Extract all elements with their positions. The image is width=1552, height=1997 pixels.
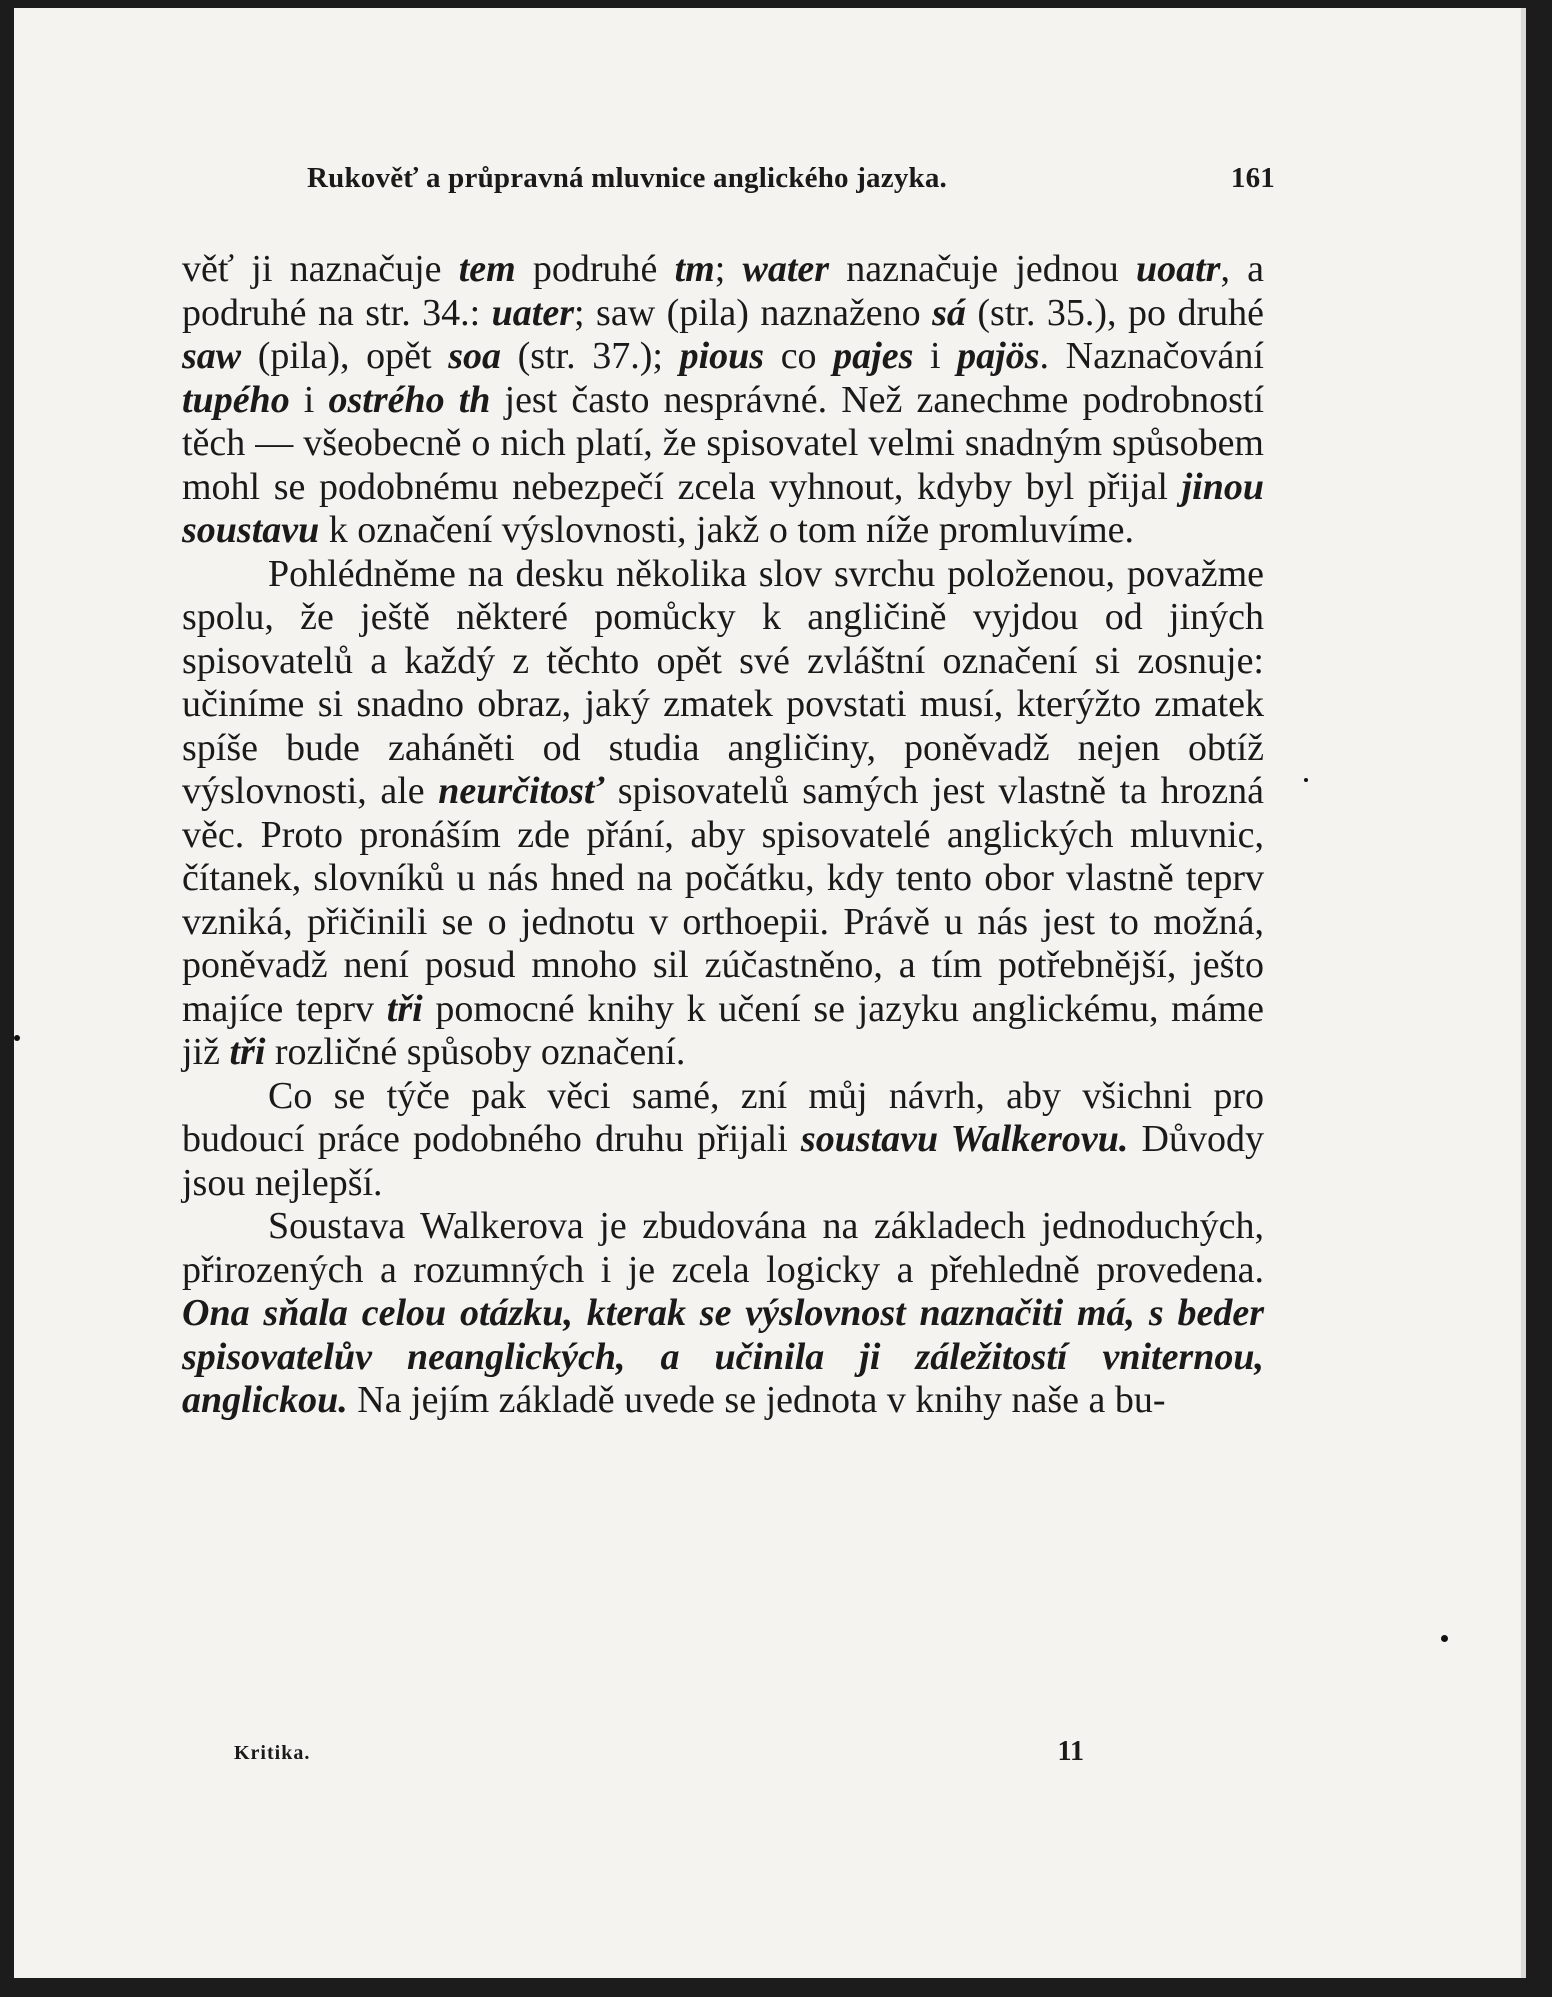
emphasis-run: pious	[679, 335, 765, 377]
text-run: rozličné spůsoby označení.	[265, 1031, 686, 1073]
text-run: (str. 35.), po druhé	[965, 291, 1264, 334]
page-edge	[1521, 8, 1526, 1978]
signature-mark: Kritika.	[234, 1742, 311, 1764]
text-run: k označení výslovnosti, jakž o tom níže promluvíme.	[319, 509, 1134, 551]
text-run: ; saw (pila) naznaženo	[574, 291, 933, 334]
text-run: Na jejím základě uvede se jednota v knihy naše a bu-	[347, 1379, 1166, 1421]
emphasis-run: tři	[229, 1031, 266, 1073]
emphasis-run: soa	[448, 335, 501, 377]
emphasis-run: ostrého th	[328, 378, 491, 421]
emphasis-run: jinou soustavu	[182, 465, 1264, 551]
emphasis-run: tem	[458, 248, 516, 290]
text-run: naznačuje jednou	[829, 248, 1136, 290]
text-run: jest často nesprávné. Než zanechme podrobností těch — všeobecně o nich platí, že spisovatel velmi snadným spůsobem mohl se podobnému nebezpečí zcela vyhnout, kdyby byl přijal	[182, 378, 1265, 508]
paragraph	[182, 1075, 1264, 1206]
sheet-number: 11	[1057, 1736, 1084, 1767]
emphasis-run: uater	[491, 291, 575, 334]
body-text	[182, 248, 1264, 1423]
text-run: Soustava Walkerova je zbudována na základech jednoduchých, přirozených a rozumných i je zcela logicky a přehledně provedena.	[182, 1205, 1264, 1291]
text-run: i	[289, 378, 329, 421]
emphasis-run: tupého	[182, 378, 290, 421]
text-run: , a podruhé na str. 34.:	[182, 248, 1265, 334]
text-run: spisovatelů samých jest vlastně ta hrozná věc. Proto pronáším zde přání, aby spisovatelé anglických mluvnic, čítanek, slovníků u nás hned na počátku, kdy tento obor vlastně teprv vzniká, přičinili se o jednotu v orthoepii. Právě u nás jest to možná, poněvadž není posud mnoho sil zúčastněno, a tím potřebnější, ješto majíce teprv	[182, 770, 1264, 1030]
text-run: Co se týče pak věci samé, zní můj návrh, aby všichni pro budoucí práce podobného druhu přijali	[182, 1074, 1264, 1160]
text-run: Pohlédněme na desku několika slov svrchu položenou, považme spolu, že ještě některé pomůcky k angličině vyjdou od jiných spisovatelů a každý z těchto opět své zvláštní označení si zosnuje: učiníme si snadno obraz, jaký zmatek povstati musí, kterýžto zmatek spíše bude zaháněti od studia angličiny, poněvadž nejen obtíž výslovnosti, ale	[182, 552, 1264, 812]
scan-speck	[14, 1035, 20, 1041]
emphasis-run: sá	[932, 291, 966, 334]
running-title: Rukověť a průpravná mluvnice anglického jazyka.	[307, 162, 948, 194]
scan-speck	[1304, 778, 1308, 782]
emphasis-run: pajös	[957, 335, 1040, 377]
emphasis-run: uoatr	[1135, 248, 1221, 290]
text-run: Důvody jsou nejlepší.	[182, 1118, 1264, 1204]
running-header	[307, 162, 1275, 202]
paragraph	[182, 248, 1264, 553]
paragraph	[182, 1205, 1264, 1423]
text-run: (str. 37.);	[500, 335, 680, 377]
text-run: . Naznačování	[1039, 335, 1264, 377]
scan-speck	[1441, 1635, 1448, 1642]
emphasis-run: water	[742, 248, 830, 290]
text-run: ;	[714, 248, 743, 290]
emphasis-run: tm	[674, 248, 715, 290]
emphasis-run: Ona sňala celou otázku, kterak se výslovnost naznačiti má, s beder spisovatelův neanglických, a učinila ji záležitostí vniternou, anglickou.	[182, 1292, 1264, 1421]
paragraph	[182, 553, 1264, 1075]
text-run: pomocné knihy k učení se jazyku anglickému, máme již	[182, 987, 1264, 1073]
emphasis-run: neurčitosť	[438, 770, 605, 812]
page-footer	[234, 1736, 1084, 1772]
page-number: 161	[1230, 162, 1275, 194]
text-run: co	[764, 335, 834, 377]
emphasis-run: soustavu Walkerovu.	[800, 1118, 1129, 1160]
text-run: podruhé	[515, 248, 675, 290]
text-run: (pila), opět	[241, 335, 449, 377]
book-page	[14, 8, 1526, 1978]
text-run: i	[913, 335, 958, 377]
emphasis-run: saw	[182, 335, 242, 377]
emphasis-run: pajes	[833, 335, 914, 377]
text-run: věť ji naznačuje	[182, 248, 459, 290]
emphasis-run: tři	[386, 987, 423, 1030]
